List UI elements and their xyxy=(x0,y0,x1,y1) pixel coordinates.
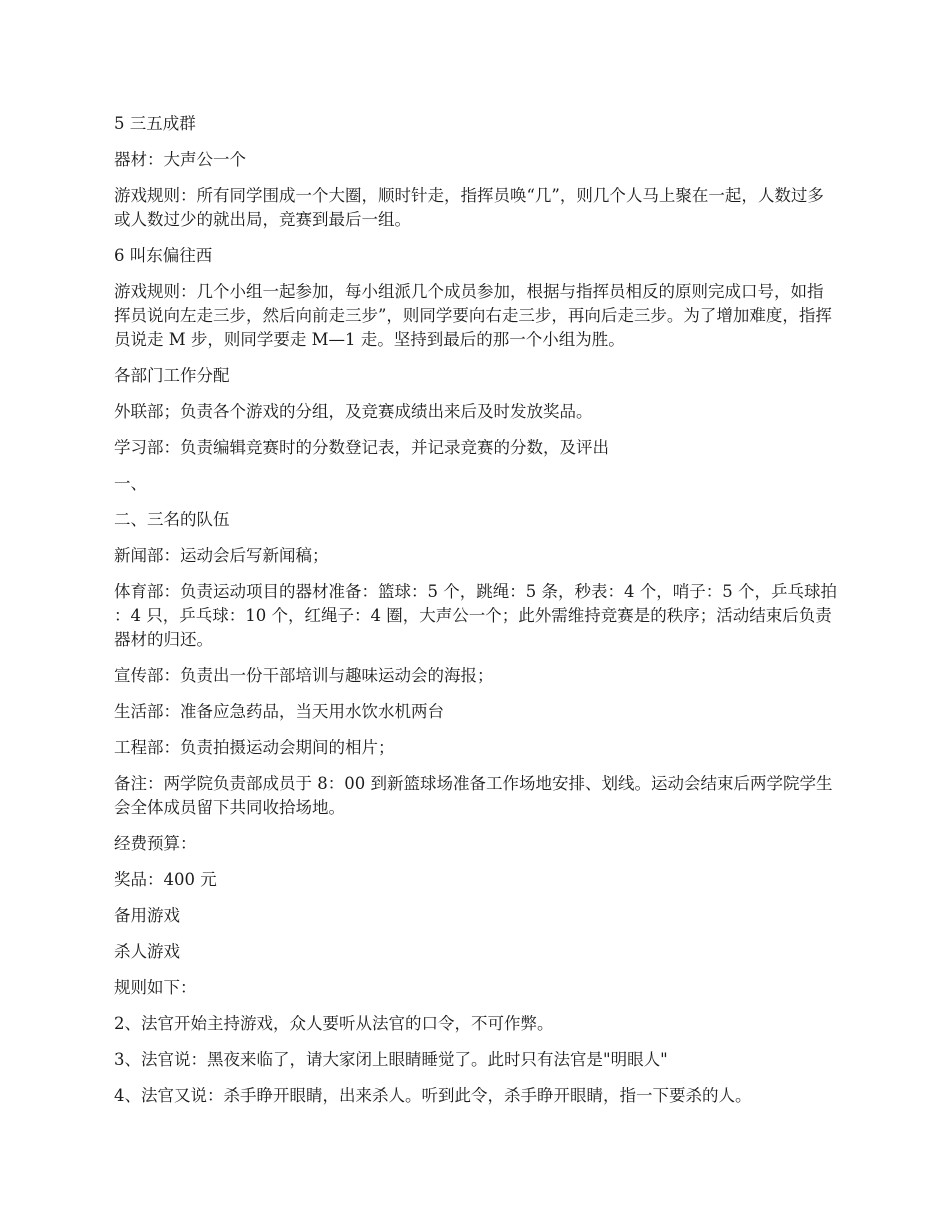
document-body xyxy=(114,112,839,1120)
dept-sports: 体育部：负责运动项目的器材准备：篮球：5 个，跳绳：5 条，秒表：4 个，哨子：5 个，乒乓球拍：4 只，乒乓球：10 个，红绳子：4 圈，大声公一个；此外需维持竞赛是的秩序；活动结束后负责器材的归还。 xyxy=(114,582,837,649)
budget-heading: 经费预算： xyxy=(114,834,197,853)
dept-life: 生活部：准备应急药品，当天用水饮水机两台 xyxy=(114,702,444,721)
dept-publicity: 宣传部：负责出一份干部培训与趣味运动会的海报； xyxy=(114,666,494,685)
department-heading: 各部门工作分配 xyxy=(114,366,230,385)
section-heading-6: 6 叫东偏往西 xyxy=(114,246,213,265)
dept-engineering: 工程部：负责拍摄运动会期间的相片； xyxy=(114,738,395,757)
dept-news: 新闻部：运动会后写新闻稿； xyxy=(114,546,329,565)
rules-heading: 规则如下： xyxy=(114,978,197,997)
dept-liaison: 外联部；负责各个游戏的分组，及竞赛成绩出来后及时发放奖品。 xyxy=(114,402,593,421)
remarks: 备注：两学院负责部成员于 8：00 到新篮球场准备工作场地安排、划线。运动会结束后两学院学生会全体成员留下共同收拾场地。 xyxy=(114,774,833,817)
game-rules-5: 游戏规则：所有同学围成一个大圈，顺时针走，指挥员唤“几”，则几个人马上聚在一起，人数过多或人数过少的就出局，竞赛到最后一组。 xyxy=(114,186,824,229)
rule-2: 2、法官开始主持游戏，众人要听从法官的口令，不可作弊。 xyxy=(114,1014,554,1033)
section-heading-5: 5 三五成群 xyxy=(114,114,196,133)
rule-4: 4、法官又说：杀手睁开眼睛，出来杀人。听到此令，杀手睁开眼睛，指一下要杀的人。 xyxy=(114,1086,752,1105)
dept-study: 学习部：负责编辑竞赛时的分数登记表，并记录竞赛的分数，及评出 xyxy=(114,438,609,457)
killer-game-heading: 杀人游戏 xyxy=(114,942,180,961)
backup-games-heading: 备用游戏 xyxy=(114,906,180,925)
equipment-line: 器材：大声公一个 xyxy=(114,150,246,169)
game-rules-6: 游戏规则：几个小组一起参加，每小组派几个成员参加，根据与指挥员相反的原则完成口号，如指挥员说向左走三步，然后向前走三步”，则同学要向右走三步，再向后走三步。为了增加难度，指挥员说走 M 步，则同学要走 M—1 走。坚持到最后的那一个小组为胜。 xyxy=(114,282,832,349)
list-item-one: 一、 xyxy=(114,474,147,493)
budget-prizes: 奖品：400 元 xyxy=(114,870,217,889)
list-item-two-three: 二、三名的队伍 xyxy=(114,510,230,529)
rule-3: 3、法官说：黑夜来临了，请大家闭上眼睛睡觉了。此时只有法官是"明眼人" xyxy=(114,1050,668,1069)
